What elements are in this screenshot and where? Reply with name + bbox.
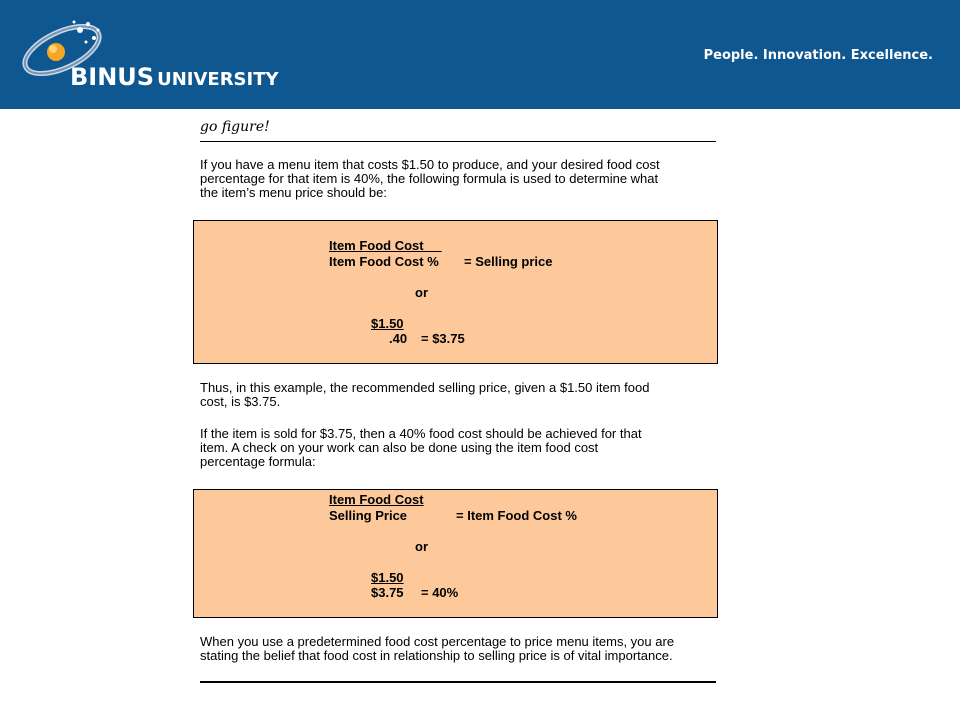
intro-line: percentage for that item is 40%, the following formula is used to determine what: [200, 171, 659, 186]
closing-line: stating the belief that food cost in relationship to selling price is of vital importance.: [200, 648, 673, 663]
tagline: People. Innovation. Excellence.: [703, 48, 933, 63]
top-rule: [200, 141, 716, 142]
formula-denominator: Selling Price: [329, 508, 408, 523]
example-equals: = 40%: [421, 585, 459, 600]
example-numerator: $1.50: [371, 570, 404, 585]
middle-paragraph-2: [200, 427, 720, 469]
brand-main: BINUS: [70, 63, 155, 91]
intro-line: the item’s menu price should be:: [200, 185, 387, 200]
formula-numerator: Item Food Cost: [329, 492, 424, 507]
bottom-rule: [200, 681, 716, 683]
formula-box-selling-price: [193, 220, 718, 364]
brand-sub: UNIVERSITY: [157, 69, 279, 90]
brand-name: [70, 63, 279, 91]
closing-line: When you use a predetermined food cost percentage to price menu items, you are: [200, 634, 675, 649]
closing-paragraph: [200, 635, 720, 663]
middle-line: item. A check on your work can also be done using the item food cost: [200, 440, 599, 455]
formula-numerator: Item Food Cost: [329, 238, 424, 253]
middle-line: If the item is sold for $3.75, then a 40% food cost should be achieved for that: [200, 426, 642, 441]
example-numerator: $1.50: [371, 316, 404, 331]
formula-denominator: Item Food Cost %: [329, 254, 439, 269]
binus-logo: [0, 0, 300, 109]
formula-or: or: [415, 285, 428, 300]
middle-paragraph-1: [200, 381, 720, 409]
formula-equals: = Item Food Cost %: [456, 508, 577, 523]
header-banner: [0, 0, 960, 109]
example-equals: = $3.75: [421, 331, 465, 346]
middle-line: percentage formula:: [200, 454, 316, 469]
middle-line: cost, is $3.75.: [200, 394, 281, 409]
formula-box-food-cost-check: [193, 489, 718, 618]
formula-equals: = Selling price: [464, 254, 553, 269]
example-denominator: $3.75: [371, 585, 404, 600]
formula-or: or: [415, 539, 428, 554]
go-figure-heading: go figure!: [200, 119, 270, 135]
intro-line: If you have a menu item that costs $1.50 to produce, and your desired food cost: [200, 157, 660, 172]
middle-line: Thus, in this example, the recommended selling price, given a $1.50 item food: [200, 380, 650, 395]
example-denominator: .40: [389, 331, 408, 346]
intro-paragraph: [200, 158, 720, 200]
